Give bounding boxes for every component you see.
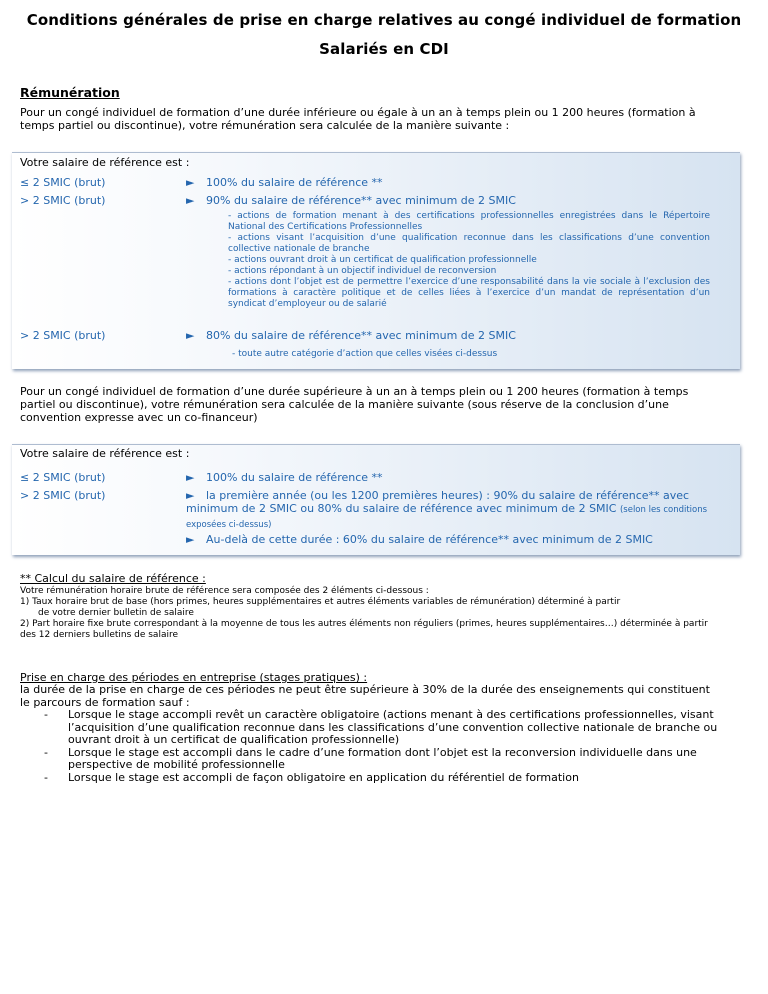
- calcul-line: 2) Part horaire fixe brute correspondant à la moyenne de tous les autres éléments non réguliers (primes, heures supplémentaires…) déterminée à partir des 12 derniers bulletins de salaire: [20, 619, 708, 640]
- salary-rate: ► 100% du salaire de référence **: [186, 471, 383, 484]
- list-item: - actions dont l’objet est de permettre l’exercice d’une responsabilité dans la vie sociale à l’exclusion des formations à caractère politique et de celles liées à l’exercice d’un mandat de représentation d’un syndicat d’employeur ou de salarié: [228, 277, 710, 309]
- list-item: - actions visant l’acquisition d’une qualification reconnue dans les classifications d’une convention collective nationale de branche: [228, 233, 710, 254]
- salary-rate: ► 80% du salaire de référence** avec minimum de 2 SMIC: [186, 329, 516, 342]
- calcul-details: [20, 586, 720, 641]
- arrow-icon: ►: [186, 176, 195, 189]
- calcul-line: 1) Taux horaire brut de base (hors primes, heures supplémentaires et autres éléments variables de rémunération) déterminé à partir: [20, 597, 621, 607]
- document-title: Conditions générales de prise en charge relatives au congé individuel de formation: [26, 11, 742, 29]
- stages-heading: Prise en charge des périodes en entreprise (stages pratiques) :: [20, 671, 368, 684]
- stages-exceptions-list: [20, 709, 720, 784]
- section-heading-remuneration: Rémunération: [20, 85, 120, 100]
- list-item: - Lorsque le stage accompli revêt un caractère obligatoire (actions menant à des certifications professionnelles, visant l’acquisition d’une qualification reconnue dans les classifications d’une convention collective nationale de branche ou ouvrant droit à un certificat de qualification professionnelle): [44, 708, 718, 746]
- list-item: - actions répondant à un objectif individuel de reconversion: [228, 266, 497, 276]
- eligible-actions-list: [228, 211, 710, 310]
- document-subtitle: Salariés en CDI: [319, 40, 449, 58]
- list-item: - actions de formation menant à des certifications professionnelles enregistrées dans le Répertoire National des Certifications Professionnelles: [228, 211, 710, 232]
- salary-condition: > 2 SMIC (brut): [20, 489, 106, 502]
- list-item: - actions ouvrant droit à un certificat de qualification professionnelle: [228, 255, 537, 265]
- salary-condition: ≤ 2 SMIC (brut): [20, 471, 106, 484]
- other-actions-note: - toute autre catégorie d’action que celles visées ci-dessus: [232, 349, 498, 359]
- intro-paragraph-2: Pour un congé individuel de formation d’une durée supérieure à un an à temps plein ou 1 200 heures (formation à temps partiel ou discontinue), votre rémunération sera calculée de la manière suivante (sous réserve de la conclusion d’une convention expresse avec un co-financeur): [20, 385, 689, 424]
- stages-intro: la durée de la prise en charge de ces périodes ne peut être supérieure à 30% de la durée des enseignements qui constituent le parcours de formation sauf :: [20, 683, 710, 709]
- list-item: - Lorsque le stage est accompli de façon obligatoire en application du référentiel de formation: [44, 770, 579, 784]
- salary-condition: > 2 SMIC (brut): [20, 194, 106, 207]
- arrow-icon: ►: [186, 194, 195, 207]
- arrow-icon: ►: [186, 533, 195, 546]
- intro-paragraph-1: Pour un congé individuel de formation d’une durée inférieure ou égale à un an à temps plein ou 1 200 heures (formation à temps partiel ou discontinue), votre rémunération sera calculée de la manière suivante :: [20, 106, 696, 132]
- salary-condition: ≤ 2 SMIC (brut): [20, 176, 106, 189]
- calcul-heading: ** Calcul du salaire de référence :: [20, 572, 206, 585]
- salary-box-2: [12, 444, 740, 555]
- arrow-icon: ►: [186, 489, 195, 502]
- salary-rate: ► 90% du salaire de référence** avec minimum de 2 SMIC: [186, 194, 516, 207]
- salary-box-1: [12, 152, 740, 369]
- box-heading: Votre salaire de référence est :: [20, 447, 190, 460]
- salary-rate: ► Au-delà de cette durée : 60% du salaire de référence** avec minimum de 2 SMIC: [186, 533, 653, 546]
- salary-rate: ► 100% du salaire de référence **: [186, 176, 383, 189]
- calcul-line: Votre rémunération horaire brute de référence sera composée des 2 éléments ci-dessous :: [20, 586, 429, 596]
- box-heading: Votre salaire de référence est :: [20, 156, 190, 169]
- salary-condition: > 2 SMIC (brut): [20, 329, 106, 342]
- list-item: - Lorsque le stage est accompli dans le cadre d’une formation dont l’objet est la reconversion individuelle dans une perspective de mobilité professionnelle: [44, 745, 697, 771]
- arrow-icon: ►: [186, 471, 195, 484]
- arrow-icon: ►: [186, 329, 195, 342]
- salary-rate: ► la première année (ou les 1200 premières heures) : 90% du salaire de référence** avec minimum de 2 SMIC ou 80% du salaire de référence avec minimum de 2 SMIC (selon les conditions exposées ci-dessus): [186, 489, 708, 530]
- calcul-line: de votre dernier bulletin de salaire: [38, 608, 194, 618]
